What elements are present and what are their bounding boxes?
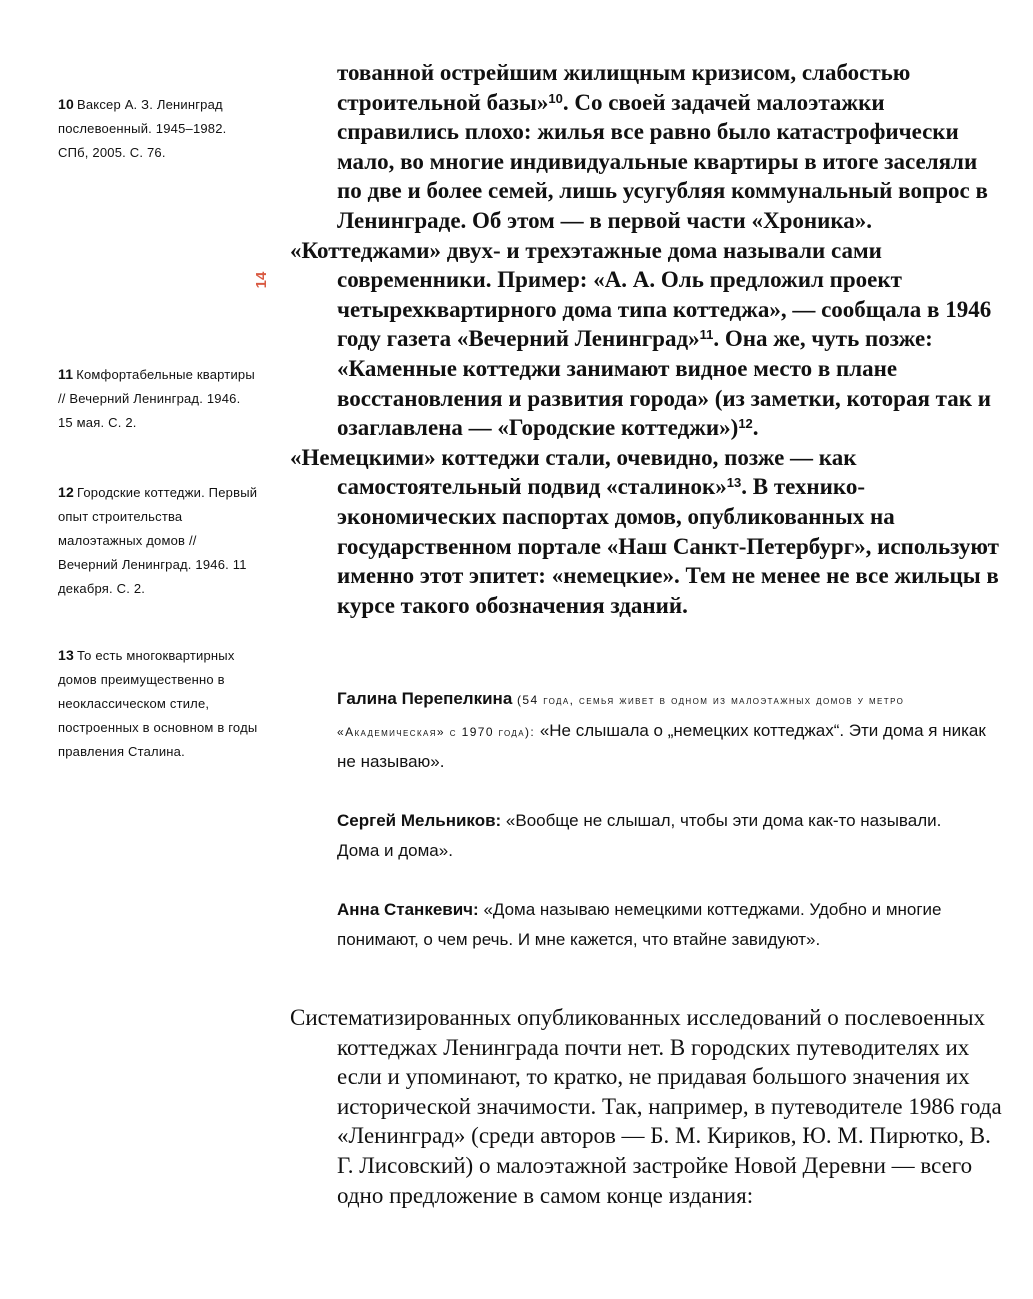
text-run: . В технико-экономических паспортах домов, опубликованных на государственном портале «Наш Санкт-Петербург», используют именно этот эпитет: «немецкие». Тем не менее не все жильцы в курсе такого обозначения зданий. (337, 474, 999, 618)
speaker-name: Анна Станкевич: (337, 900, 479, 920)
page-number: 14 (253, 271, 270, 289)
footnote-text: Городские коттеджи. Первый опыт строительства малоэтажных домов // Вечерний Ленинград. 1946. 11 декабря. С. 2. (58, 485, 258, 596)
text-run: «Коттеджами» двух- и трехэтажные дома называли сами современники. Пример: «А. А. Оль предложил проект четырехквартирного дома типа коттеджа», — сообщала в 1946 году газета «Вечерний Ленинград» (290, 237, 992, 352)
text-run: тованной острейшим жилищным кризисом, слабостью строительной базы» (337, 60, 911, 115)
paragraph-4: Систематизированных опубликованных исследований о послевоенных коттеджах Ленинграда почти нет. В городских путеводителях их если и упоминают, то кратко, не придавая большого значения их исторической значимости. Так, например, в путеводителе 1986 года «Ленинград» (среди авторов — Б. М. Кириков, Ю. М. Пирютко, В. Г. Лисовский) о малоэтажной застройке Новой Деревни — всего одно предложение в самом конце издания: (290, 1005, 1002, 1208)
footnote-ref-11: 11 (699, 327, 714, 343)
quote-2 (337, 806, 987, 865)
footnote-text: Ваксер А. З. Ленинград послевоенный. 1945–1982. СПб, 2005. С. 76. (58, 97, 227, 160)
paragraph-1 (290, 58, 1005, 236)
paragraph-2 (290, 236, 1005, 443)
text-run: . Она же, чуть позже: «Каменные коттеджи занимают видное место в плане восстановления и развития города» (из заметки, которая так и озаглавлена — «Городские коттеджи») (337, 326, 991, 441)
footnote-number: 13 (58, 647, 74, 663)
quote-text: «Дома называю немецкими коттеджами. Удобно и многие понимают, о чем речь. И мне кажется, что втайне завидуют». (337, 900, 942, 949)
text-run: . Со своей задачей малоэтажки справились плохо: жилья все равно было катастрофически мало, во многие индивидуальные квартиры в итоге заселяли по две и более семей, лишь усугубляя коммунальный вопрос в Ленинграде. Об этом — в первой части «Хроника». (337, 89, 988, 233)
footnote-text: То есть многоквартирных домов преимущественно в неоклассическом стиле, построенных в основном в годы правления Сталина. (58, 648, 258, 759)
footnote-number: 11 (58, 366, 74, 382)
quote-3 (337, 895, 987, 954)
footnote-11 (58, 362, 258, 435)
speaker-name: Галина Перепелкина (337, 689, 513, 708)
footnote-ref-13: 13 (726, 475, 742, 491)
footnote-number: 10 (58, 96, 74, 112)
main-text-lower (290, 1003, 1005, 1210)
quote-1 (337, 684, 987, 777)
footnote-12 (58, 480, 258, 601)
footnote-text: Комфортабельные квартиры // Вечерний Ленинград. 1946. 15 мая. С. 2. (58, 367, 255, 430)
text-run: . (752, 415, 759, 441)
quote-text: «Не слышала о „немецких коттеджах“. Эти дома я никак не называю». (337, 720, 986, 772)
footnote-13 (58, 643, 258, 764)
quote-text: «Вообще не слышал, чтобы эти дома как-то называли. Дома и дома». (337, 811, 942, 860)
footnote-ref-10: 10 (548, 90, 563, 106)
footnote-ref-12: 12 (738, 416, 753, 432)
paragraph-3 (290, 443, 1005, 621)
footnote-10 (58, 92, 258, 165)
text-run: «Немецкими» коттеджи стали, очевидно, позже — как самостоятельный подвид «сталинок» (290, 444, 857, 500)
speaker-note: (54 года, семья живет в одном из малоэтажных домов у метро «Академическая» с 1970 года): (337, 693, 905, 739)
main-text (290, 58, 1005, 620)
speaker-name: Сергей Мельников: (337, 811, 502, 831)
footnote-number: 12 (58, 484, 74, 500)
quotes-block (337, 684, 987, 984)
